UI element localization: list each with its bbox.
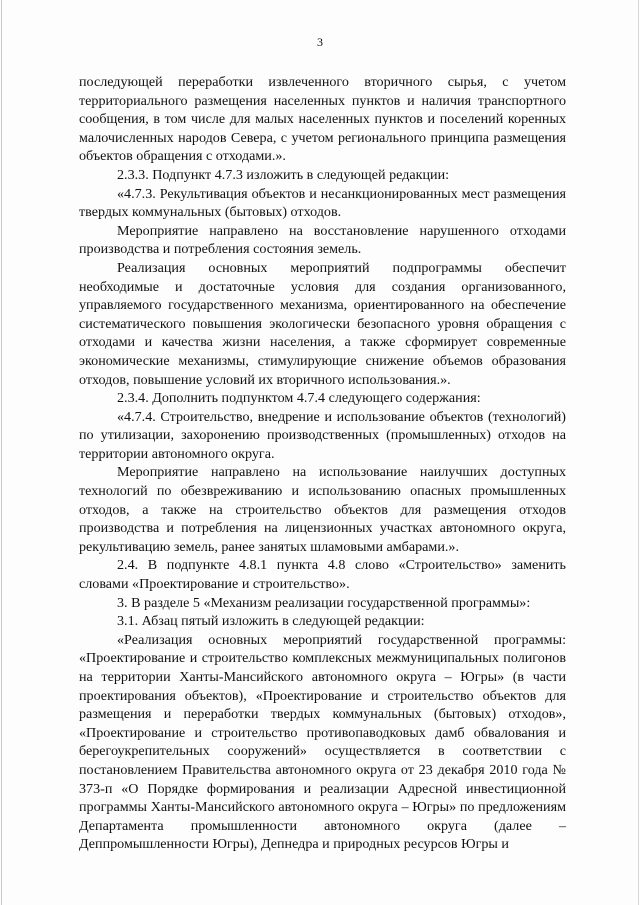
- paragraph: 2.4. В подпункте 4.8.1 пункта 4.8 слово «Строительство» заменить словами «Проектирование и строительство».: [79, 557, 566, 593]
- document-body: [79, 73, 566, 854]
- paragraph: 2.3.4. Дополнить подпунктом 4.7.4 следующего содержания:: [117, 390, 481, 407]
- paragraph: 2.3.3. Подпункт 4.7.3 изложить в следующей редакции:: [117, 166, 450, 183]
- paragraph: «4.7.3. Рекультивация объектов и несанкционированных мест размещения твердых коммунальных (бытовых) отходов.: [79, 185, 566, 221]
- paragraph: Мероприятие направлено на восстановление нарушенного отходами производства и потребления состояния земель.: [79, 222, 566, 258]
- paragraph: последующей переработки извлеченного вторичного сырья, с учетом территориального размещения населенных пунктов и наличия транспортного сообщения, в том числе для малых населенных пунктов и поселений коренных малочисленных народов Севера, с учетом регионального принципа размещения объектов обращения с отходами.».: [79, 74, 566, 165]
- page-number: 3: [317, 35, 323, 49]
- paragraph: 3. В разделе 5 «Механизм реализации государственной программы»:: [117, 594, 531, 611]
- scan-edge-left: [1, 0, 2, 905]
- paragraph: «4.7.4. Строительство, внедрение и использование объектов (технологий) по утилизации, захоронению производственных (промышленных) отходов на территории автономного округа.: [79, 408, 566, 462]
- scan-edge-right: [638, 0, 639, 905]
- paragraph: «Реализация основных мероприятий государственной программы: «Проектирование и строительство комплексных межмуниципальных полигонов на территории Ханты-Мансийского автономного округа – Югры» (в части проектирования объектов), «Проектирование и строительство объектов для размещения и переработки твердых коммунальных (бытовых) отходов», «Проектирование и строительство противопаводковых дамб обвалования и берегоукрепительных сооружений» осуществляется в соответствии с постановлением Правительства автономного округа от 23 декабря 2010 года № 373-п «О Порядке формирования и реализации Адресной инвестиционной программы Ханты-Мансийского автономного округа – Югры» по предложениям Департамента промышленности автономного округа (далее – Деппромышленности Югры), Депнедра и природных ресурсов Югры и: [79, 631, 566, 853]
- paragraph: Реализация основных мероприятий подпрограммы обеспечит необходимые и достаточные условия для создания организованного, управляемого государственного механизма, ориентированного на обеспечение систематического повышения экологически безопасного уровня обращения с отходами и качества жизни населения, а также сформирует современные экономические механизмы, стимулирующие снижение объемов образования отходов, повышение условий их вторичного использования.».: [79, 259, 566, 388]
- paragraph: 3.1. Абзац пятый изложить в следующей редакции:: [117, 613, 425, 630]
- paragraph: Мероприятие направлено на использование наилучших доступных технологий по обезвреживанию и использованию опасных промышленных отходов, а также на строительство объектов для размещения отходов производства и потребления на лицензионных участках автономного округа, рекультивацию земель, ранее занятых шламовыми амбарами.».: [79, 464, 566, 555]
